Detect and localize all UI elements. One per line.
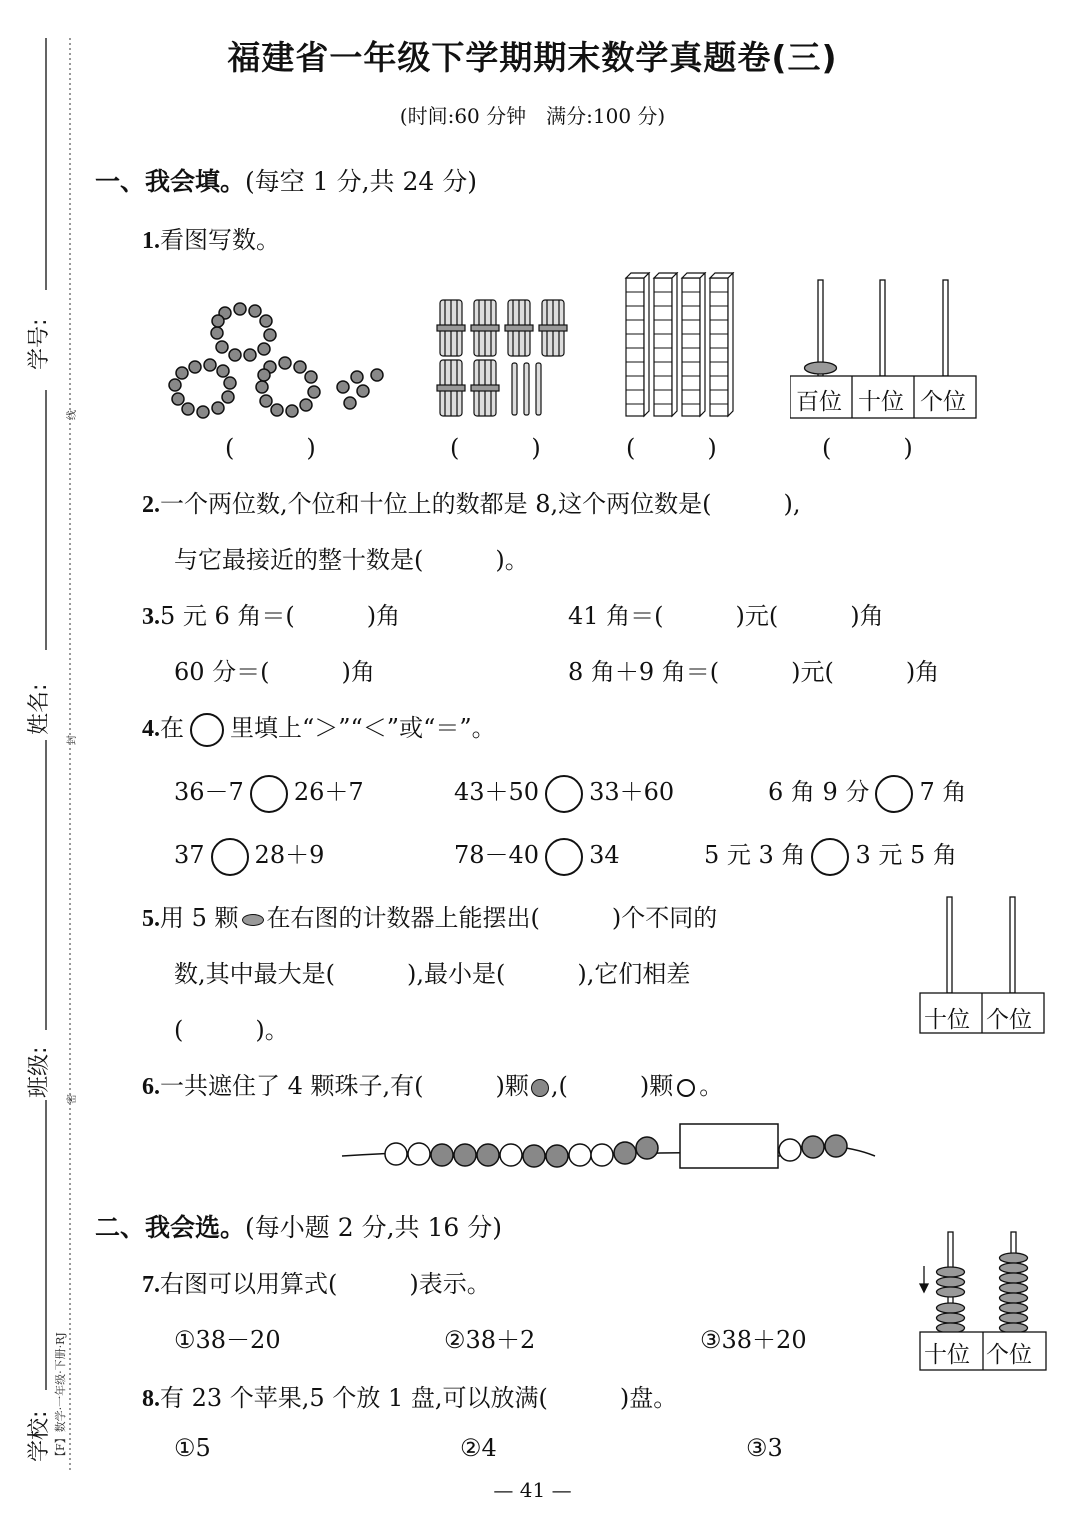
q4-item-5-circle[interactable] [545, 838, 583, 876]
q8-text: 有 23 个苹果,5 个放 1 盘,可以放满( )盘。 [160, 1384, 678, 1412]
book-label: 【F】数学·一年级·下册·RJ [54, 1332, 67, 1462]
exam-title: 福建省一年级下学期期末数学真题卷(三) [227, 38, 838, 77]
q4-instruction [142, 708, 496, 747]
q1-text: 看图写数。 [160, 226, 280, 254]
q3-a: 5 元 6 角＝( )角 [160, 602, 401, 630]
q4-item-4-circle[interactable] [211, 838, 249, 876]
q1-answer-4[interactable]: ( ) [822, 434, 913, 462]
q4-item-5-right: 34 [589, 841, 620, 869]
q7-option-3[interactable]: ③38＋20 [700, 1326, 807, 1354]
q5-text-1b: 在右图的计数器上能摆出( )个不同的 [266, 904, 718, 932]
section2-title: 二、我会选。 [95, 1213, 246, 1242]
q4-item-1 [174, 772, 364, 813]
bead-icon [242, 914, 264, 926]
q3-c: 60 分＝( )角 [174, 658, 375, 686]
q6-text-a: 一共遮住了 4 颗珠子,有( )颗 [160, 1072, 529, 1100]
section1-heading [95, 162, 477, 198]
q1-answer-3[interactable]: ( ) [626, 434, 717, 462]
q7-tens-label: 十位 [924, 1342, 970, 1368]
q8-option-3[interactable]: ③3 [746, 1434, 783, 1462]
q4-item-5-left: 78－40 [454, 841, 540, 869]
seal2-label: 密 [67, 1094, 78, 1104]
q5-line1 [142, 898, 717, 933]
q7-option-2[interactable]: ②38＋2 [444, 1326, 536, 1354]
class-label: 班级: [27, 1046, 52, 1098]
name-label: 姓名: [27, 683, 52, 735]
q3-number: 3. [142, 604, 160, 630]
q4-item-3 [768, 772, 966, 813]
q4-item-4 [174, 835, 324, 876]
student-number-label: 学号: [27, 318, 52, 370]
q4-item-1-left: 36－7 [174, 778, 244, 806]
q4-item-3-circle[interactable] [875, 775, 913, 813]
q4-item-6-left: 5 元 3 角 [704, 841, 806, 869]
q1-answer-1[interactable]: ( ) [225, 434, 316, 462]
q6-number: 6. [142, 1074, 160, 1100]
q5-text-1a: 用 5 颗 [160, 904, 239, 932]
cut-line-label: 线 [67, 410, 78, 420]
q3-b: 41 角＝( )元( )角 [568, 602, 884, 630]
q5-tens-label: 十位 [924, 1007, 970, 1033]
q7-text: 右图可以用算式( )表示。 [160, 1270, 491, 1298]
q5-line2: 数,其中最大是( ),最小是( ),它们相差 [174, 960, 691, 988]
q1 [142, 220, 280, 255]
q1-ones-label: 个位 [920, 389, 966, 415]
bead-rings-figure [160, 295, 390, 425]
q7-ones-label: 个位 [986, 1342, 1032, 1368]
q6-text-c: 。 [699, 1072, 724, 1100]
school-label: 学校: [27, 1410, 52, 1462]
q1-answer-2[interactable]: ( ) [450, 434, 541, 462]
q4-item-6 [704, 835, 957, 876]
q7-option-1[interactable]: ①38－20 [174, 1326, 281, 1354]
q8-number: 8. [142, 1386, 160, 1412]
q8-option-2[interactable]: ②4 [460, 1434, 497, 1462]
q6-text-b: ,( )颗 [550, 1072, 674, 1100]
q4-item-4-left: 37 [174, 841, 205, 869]
page-number: — 41 — [493, 1478, 572, 1502]
q2-text-1: 一个两位数,个位和十位上的数都是 8,这个两位数是( ), [160, 490, 801, 518]
seal-label: 封 [67, 735, 78, 745]
q4-item-2-circle[interactable] [545, 775, 583, 813]
circle-icon [190, 713, 224, 747]
q4-item-2 [454, 772, 674, 813]
q4-item-1-right: 26＋7 [293, 778, 364, 806]
cube-columns-figure [622, 272, 742, 420]
q4-item-4-right: 28＋9 [254, 841, 325, 869]
white-bead-icon [677, 1079, 695, 1097]
q7-line [142, 1264, 491, 1299]
q8-option-1[interactable]: ①5 [174, 1434, 211, 1462]
section2-heading [95, 1208, 502, 1244]
section2-points: (每小题 2 分,共 16 分) [245, 1213, 502, 1242]
margin-lines [0, 0, 90, 1523]
q5-line3: ( )。 [174, 1016, 289, 1044]
q4-item-1-circle[interactable] [250, 775, 288, 813]
q2-number: 2. [142, 492, 160, 518]
exam-subtitle: (时间:60 分钟 满分:100 分) [399, 104, 666, 128]
q4-item-2-right: 33＋60 [589, 778, 675, 806]
q4-post: 里填上“＞”“＜”或“＝”。 [230, 714, 496, 742]
q4-item-6-circle[interactable] [811, 838, 849, 876]
q2-line2: 与它最接近的整十数是( )。 [174, 546, 529, 574]
q5-ones-label: 个位 [986, 1007, 1032, 1033]
q4-pre: 在 [160, 714, 184, 742]
q4-item-3-left: 6 角 9 分 [768, 778, 870, 806]
q4-item-2-left: 43＋50 [454, 778, 540, 806]
gray-bead-icon [531, 1079, 549, 1097]
q5-number: 5. [142, 906, 160, 932]
q6-line [142, 1066, 723, 1101]
q3-line1 [142, 596, 400, 631]
q1-hundreds-label: 百位 [796, 389, 842, 415]
q8-line [142, 1378, 677, 1413]
q4-number: 4. [142, 716, 160, 742]
q7-number: 7. [142, 1272, 160, 1298]
q1-tens-label: 十位 [858, 389, 904, 415]
stick-bundles-figure [430, 295, 590, 420]
q2-line1 [142, 484, 801, 519]
section1-title: 一、我会填。 [95, 167, 246, 196]
bead-string-figure [340, 1118, 880, 1178]
q1-number: 1. [142, 228, 160, 254]
q4-item-5 [454, 835, 620, 876]
q4-item-6-right: 3 元 5 角 [855, 841, 957, 869]
q4-item-3-right: 7 角 [919, 778, 967, 806]
section1-points: (每空 1 分,共 24 分) [245, 167, 477, 196]
q3-d: 8 角＋9 角＝( )元( )角 [568, 658, 940, 686]
